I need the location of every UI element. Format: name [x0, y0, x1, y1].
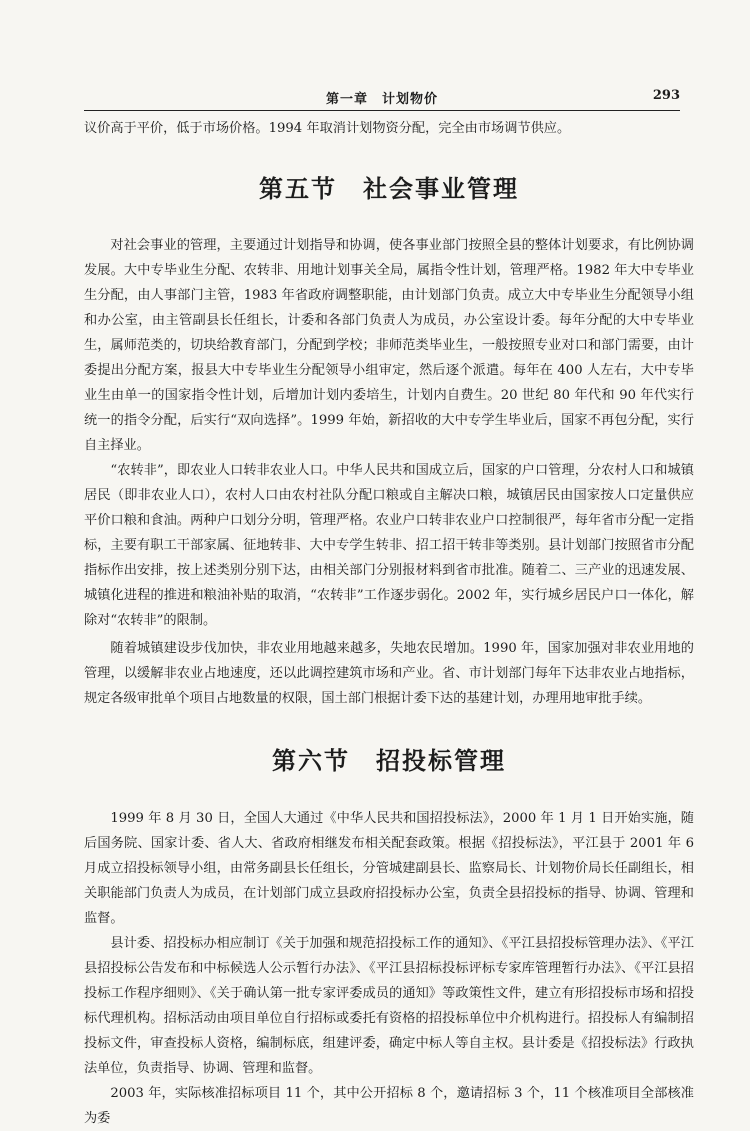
section6-paragraph-2: 县计委、招投标办相应制订《关于加强和规范招投标工作的通知》、《平江县招投标管理办法》、《平江县招投标公告发布和中标候选人公示暂行办法》、《平江县招标投标评标专家库管理暂行办法》、《平江县招投标工作程序细则》、《关于确认第一批专家评委成员的通知》等政策性文件，建立有形招投标市场和招投标代理机构。招标活动由项目单位自行招标或委托有资格的招投标单位中介机构进行。招投标人有编制招投标文件，审查投标人资格，编制标底，组建评委，确定中标人等自主权。县计委是《招投标法》行政执法单位，负责指导、协调、管理和监督。: [84, 936, 694, 1076]
header-rule: [84, 110, 680, 111]
section5-title: 第五节 社会事业管理: [259, 174, 519, 203]
page-body: [84, 116, 694, 1131]
section5-paragraph-2: “农转非”，即农业人口转非农业人口。中华人民共和国成立后，国家的户口管理，分农村人口和城镇居民（即非农业人口），农村人口由农村社队分配口粮或自主解决口粮，城镇居民由国家按人口定量供应平价口粮和食油。两种户口划分分明，管理严格。农业户口转非农业户口控制很严，每年省市分配一定指标，主要有职工干部家属、征地转非、大中专学生转非、招工招干转非等类别。县计划部门按照省市分配指标作出安排，按上述类别分别下达，由相关部门分别报材料到省市批准。随着二、三产业的迅速发展、城镇化进程的推进和粮油补贴的取消，“农转非”工作逐步弱化。2002 年，实行城乡居民户口一体化，解除对“农转非”的限制。: [84, 463, 694, 628]
section5-paragraph-1: 对社会事业的管理，主要通过计划指导和协调，使各事业部门按照全县的整体计划要求，有比例协调发展。大中专毕业生分配、农转非、用地计划事关全局，属指令性计划，管理严格。1982 年大中专毕业生分配，由人事部门主管，1983 年省政府调整职能，由计划部门负责。成立大中专毕业生分配领导小组和办公室，由主管副县长任组长，计委和各部门负责人为成员，办公室设计委。每年分配的大中专毕业生，属师范类的，切块给教育部门，分配到学校；非师范类毕业生，一般按照专业对口和部门需要，由计委提出分配方案，报县大中专毕业生分配领导小组审定，然后逐个派遣。每年在 400 人左右，大中专毕业生由单一的国家指令性计划，后增加计划内委培生，计划内自费生。20 世纪 80 年代和 90 年代实行统一的指令分配，后实行“双向选择”。1999 年始，新招收的大中专学生毕业后，国家不再包分配，实行自主择业。: [84, 238, 694, 453]
intro-line: 议价高于平价，低于市场价格。1994 年取消计划物资分配，完全由市场调节供应。: [84, 121, 571, 136]
section6-title: 第六节 招投标管理: [272, 746, 506, 775]
running-header: [84, 88, 680, 110]
page-number: 293: [652, 88, 680, 103]
section6-paragraph-3: 2003 年，实际核准招标项目 11 个，其中公开招标 8 个，邀请招标 3 个，11 个核准项目全部核准为委: [84, 1086, 694, 1126]
section6-paragraph-1: 1999 年 8 月 30 日，全国人大通过《中华人民共和国招投标法》，2000 年 1 月 1 日开始实施，随后国务院、国家计委、省人大、省政府相继发布相关配套政策。根据《招投标法》，平江县于 2001 年 6 月成立招投标领导小组，由常务副县长任组长，分管城建副县长、监察局长、计划物价局长任副组长，相关职能部门负责人为成员，在计划部门成立县政府招投标办公室，负责全县招投标的指导、协调、管理和监督。: [84, 811, 694, 926]
section5-paragraph-3: 随着城镇建设步伐加快，非农业用地越来越多，失地农民增加。1990 年，国家加强对非农业用地的管理，以缓解非农业占地速度，还以此调控建筑市场和产业。省、市计划部门每年下达非农业占地指标，规定各级审批单个项目占地数量的权限，国土部门根据计委下达的基建计划，办理用地审批手续。: [84, 641, 694, 706]
chapter-title: 第一章 计划物价: [325, 92, 438, 107]
